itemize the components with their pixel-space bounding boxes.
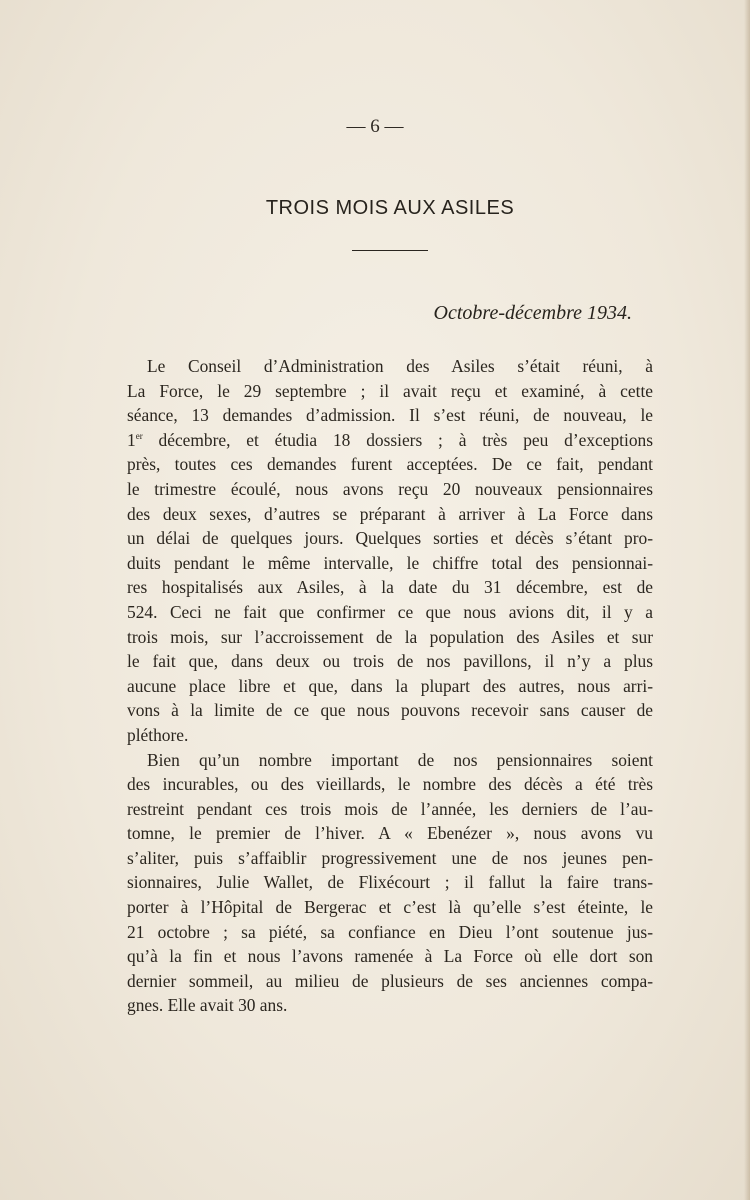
text-line: tomne, le premier de l’hiver. A « Ebenézer », nous avons vu (127, 823, 653, 844)
text-line: un délai de quelques jours. Quelques sorties et décès s’étant pro- (127, 528, 653, 549)
text-line: La Force, le 29 septembre ; il avait reçu et examiné, à cette (127, 380, 653, 401)
text-line: des deux sexes, d’autres se préparant à arriver à La Force dans (127, 503, 653, 524)
text-line: qu’à la fin et nous l’avons ramenée à La Force où elle dort son (127, 946, 653, 967)
text-line: Bien qu’un nombre important de nos pensionnaires soient (147, 749, 653, 770)
text-line: près, toutes ces demandes furent acceptées. De ce fait, pendant (127, 454, 653, 475)
page-edge-shadow (744, 0, 750, 1200)
title-rule (352, 250, 428, 251)
text-line: 524. Ceci ne fait que confirmer ce que nous avions dit, il y a (127, 601, 653, 622)
text-line: dernier sommeil, au milieu de plusieurs de ses anciennes compa- (127, 970, 653, 991)
paragraph-1 (127, 354, 653, 748)
text-line: Le Conseil d’Administration des Asiles s’était réuni, à (147, 356, 653, 376)
paragraph-2 (127, 748, 653, 1019)
text-line: pléthore. (127, 724, 189, 745)
text-line: aucune place libre et que, dans la plupart des autres, nous arri- (127, 675, 653, 696)
text-line: 1er décembre, et étudia 18 dossiers ; à très peu d’exceptions (127, 429, 653, 450)
text-line: res hospitalisés aux Asiles, à la date du 31 décembre, est de (127, 577, 653, 598)
text-line: s’aliter, puis s’affaiblir progressivement une de nos jeunes pen- (127, 847, 653, 868)
article-body (127, 354, 653, 1018)
article-title: TROIS MOIS AUX ASILES (265, 197, 515, 219)
ordinal-superscript: er (135, 430, 143, 441)
text-line: duits pendant le même intervalle, le chiffre total des pensionnai- (127, 552, 653, 573)
text-line: gnes. Elle avait 30 ans. (127, 995, 288, 1016)
text-line: le fait que, dans deux ou trois de nos pavillons, il n’y a plus (127, 651, 653, 672)
dateline: Octobre-décembre 1934. (433, 302, 632, 324)
text-line: séance, 13 demandes d’admission. Il s’est réuni, de nouveau, le (127, 405, 653, 426)
text-line: sionnaires, Julie Wallet, de Flixécourt ; il fallut la faire trans- (127, 872, 653, 893)
text-line: porter à l’Hôpital de Bergerac et c’est là qu’elle s’est éteinte, le (127, 897, 653, 918)
text-line: trois mois, sur l’accroissement de la population des Asiles et sur (127, 626, 653, 647)
text-line: des incurables, ou des vieillards, le nombre des décès a été très (127, 774, 653, 795)
page-number: — 6 — (346, 116, 404, 137)
text-line: vons à la limite de ce que nous pouvons recevoir sans causer de (127, 700, 653, 721)
text-line: le trimestre écoulé, nous avons reçu 20 nouveaux pensionnaires (127, 478, 653, 499)
text-line: restreint pendant ces trois mois de l’année, les derniers de l’au- (127, 798, 653, 819)
text-line: 21 octobre ; sa piété, sa confiance en Dieu l’ont soutenue jus- (127, 921, 653, 942)
